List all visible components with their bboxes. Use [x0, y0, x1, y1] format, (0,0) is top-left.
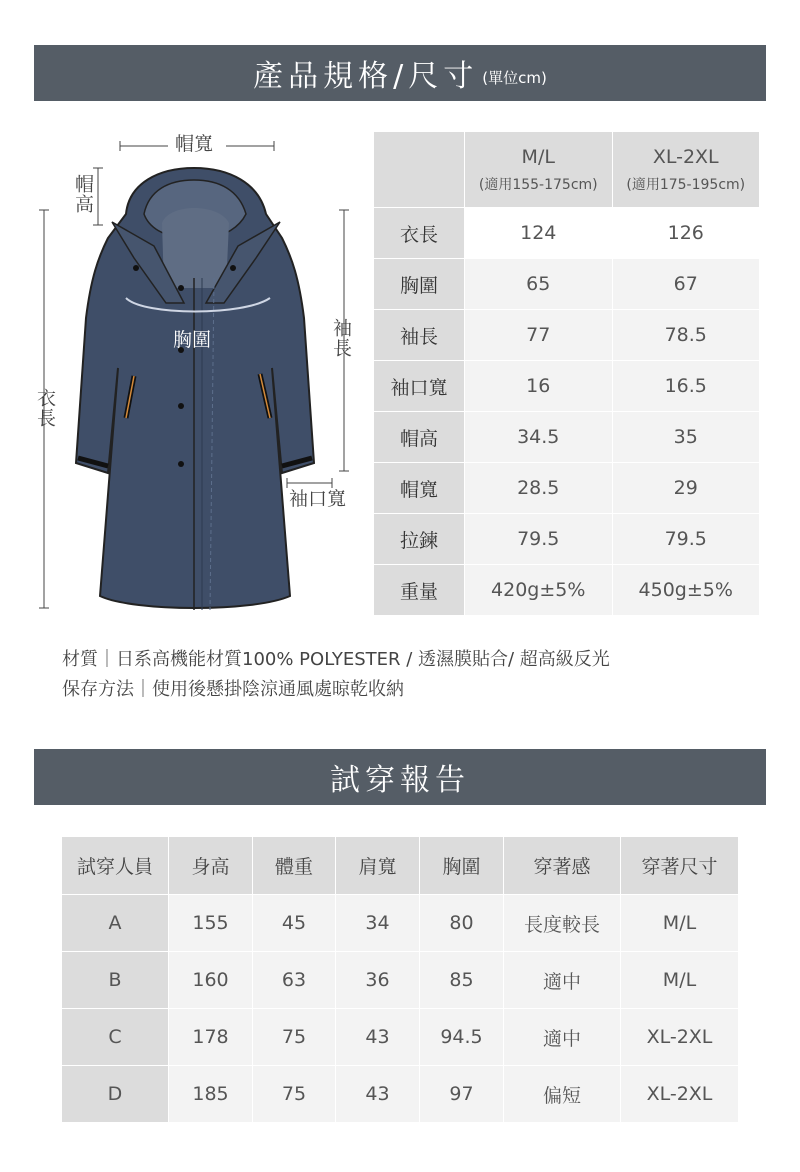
trial-cell: XL-2XL — [621, 1009, 739, 1066]
row-value: 126 — [612, 208, 760, 259]
trial-cell: 43 — [336, 1066, 420, 1123]
row-value: 16.5 — [612, 361, 760, 412]
material-note: 材質｜日系高機能材質100% POLYESTER / 透濕膜貼合/ 超高級反光 — [62, 649, 610, 670]
row-value: 65 — [465, 259, 613, 310]
trial-cell: 34 — [336, 895, 420, 952]
row-value: 28.5 — [465, 463, 613, 514]
trial-row — [62, 1066, 739, 1123]
storage-note: 保存方法｜使用後懸掛陰涼通風處晾乾收納 — [62, 679, 404, 700]
hood-width-label: 帽寬 — [175, 133, 214, 155]
sleeve-length-label: 袖長 — [329, 318, 352, 358]
spec-banner — [34, 45, 766, 101]
trial-row — [62, 895, 739, 952]
size-fit: (適用175-195cm) — [626, 176, 746, 193]
row-value: 420g±5% — [465, 565, 613, 616]
size-row — [374, 463, 760, 514]
chest-label: 胸圍 — [173, 329, 212, 351]
trial-title: 試穿報告 — [330, 763, 470, 798]
trial-cell: 185 — [169, 1066, 253, 1123]
spec-unit: (單位cm) — [482, 68, 547, 87]
row-value: 77 — [465, 310, 613, 361]
trial-row — [62, 1009, 739, 1066]
row-label: 袖長 — [374, 310, 465, 361]
header-cell: 胸圍 — [420, 837, 504, 895]
trial-cell: 63 — [253, 952, 336, 1009]
trial-cell: 75 — [253, 1066, 336, 1123]
trial-cell: 適中 — [504, 952, 621, 1009]
row-value: 29 — [612, 463, 760, 514]
size-header-blank — [374, 132, 465, 208]
tester-cell: D — [62, 1066, 169, 1123]
size-table — [373, 131, 760, 616]
trial-cell: 97 — [420, 1066, 504, 1123]
cuff-width-label: 袖口寬 — [289, 488, 347, 510]
hood-height-label: 帽高 — [71, 174, 94, 214]
trial-row — [62, 952, 739, 1009]
size-header-ml — [465, 132, 613, 208]
header-cell: 穿著尺寸 — [621, 837, 739, 895]
size-header-xl — [612, 132, 760, 208]
trial-banner — [34, 749, 766, 805]
header-cell: 肩寬 — [336, 837, 420, 895]
row-value: 450g±5% — [612, 565, 760, 616]
trial-cell: 178 — [169, 1009, 253, 1066]
size-row — [374, 259, 760, 310]
spec-title: 產品規格/尺寸 — [253, 59, 479, 94]
trial-cell: 85 — [420, 952, 504, 1009]
trial-cell: 偏短 — [504, 1066, 621, 1123]
row-label: 重量 — [374, 565, 465, 616]
trial-cell: 80 — [420, 895, 504, 952]
tester-cell: A — [62, 895, 169, 952]
size-row — [374, 361, 760, 412]
size-fit: (適用155-175cm) — [478, 176, 598, 193]
row-value: 34.5 — [465, 412, 613, 463]
header-cell: 身高 — [169, 837, 253, 895]
row-value: 35 — [612, 412, 760, 463]
size-row — [374, 412, 760, 463]
size-row — [374, 310, 760, 361]
row-label: 拉鍊 — [374, 514, 465, 565]
trial-table — [61, 836, 739, 1123]
size-row — [374, 208, 760, 259]
row-label: 衣長 — [374, 208, 465, 259]
row-value: 79.5 — [465, 514, 613, 565]
coat-diagram — [34, 128, 364, 618]
trial-cell: 43 — [336, 1009, 420, 1066]
row-label: 帽高 — [374, 412, 465, 463]
header-cell: 試穿人員 — [62, 837, 169, 895]
trial-cell: 45 — [253, 895, 336, 952]
header-cell: 穿著感 — [504, 837, 621, 895]
size-name: M/L — [521, 145, 555, 168]
trial-header-row — [62, 837, 739, 895]
trial-cell: 75 — [253, 1009, 336, 1066]
product-notes — [62, 645, 610, 705]
size-row — [374, 514, 760, 565]
size-header-row — [374, 132, 760, 208]
trial-cell: 36 — [336, 952, 420, 1009]
row-value: 16 — [465, 361, 613, 412]
trial-cell: 適中 — [504, 1009, 621, 1066]
trial-cell: M/L — [621, 952, 739, 1009]
trial-cell: 160 — [169, 952, 253, 1009]
row-value: 79.5 — [612, 514, 760, 565]
row-label: 胸圍 — [374, 259, 465, 310]
size-name: XL-2XL — [652, 145, 719, 168]
tester-cell: C — [62, 1009, 169, 1066]
trial-cell: 長度較長 — [504, 895, 621, 952]
row-value: 67 — [612, 259, 760, 310]
trial-cell: 94.5 — [420, 1009, 504, 1066]
row-label: 帽寬 — [374, 463, 465, 514]
tester-cell: B — [62, 952, 169, 1009]
row-value: 124 — [465, 208, 613, 259]
length-label: 衣長 — [33, 388, 56, 428]
trial-cell: M/L — [621, 895, 739, 952]
trial-cell: XL-2XL — [621, 1066, 739, 1123]
header-cell: 體重 — [253, 837, 336, 895]
row-value: 78.5 — [612, 310, 760, 361]
trial-cell: 155 — [169, 895, 253, 952]
row-label: 袖口寬 — [374, 361, 465, 412]
size-row — [374, 565, 760, 616]
